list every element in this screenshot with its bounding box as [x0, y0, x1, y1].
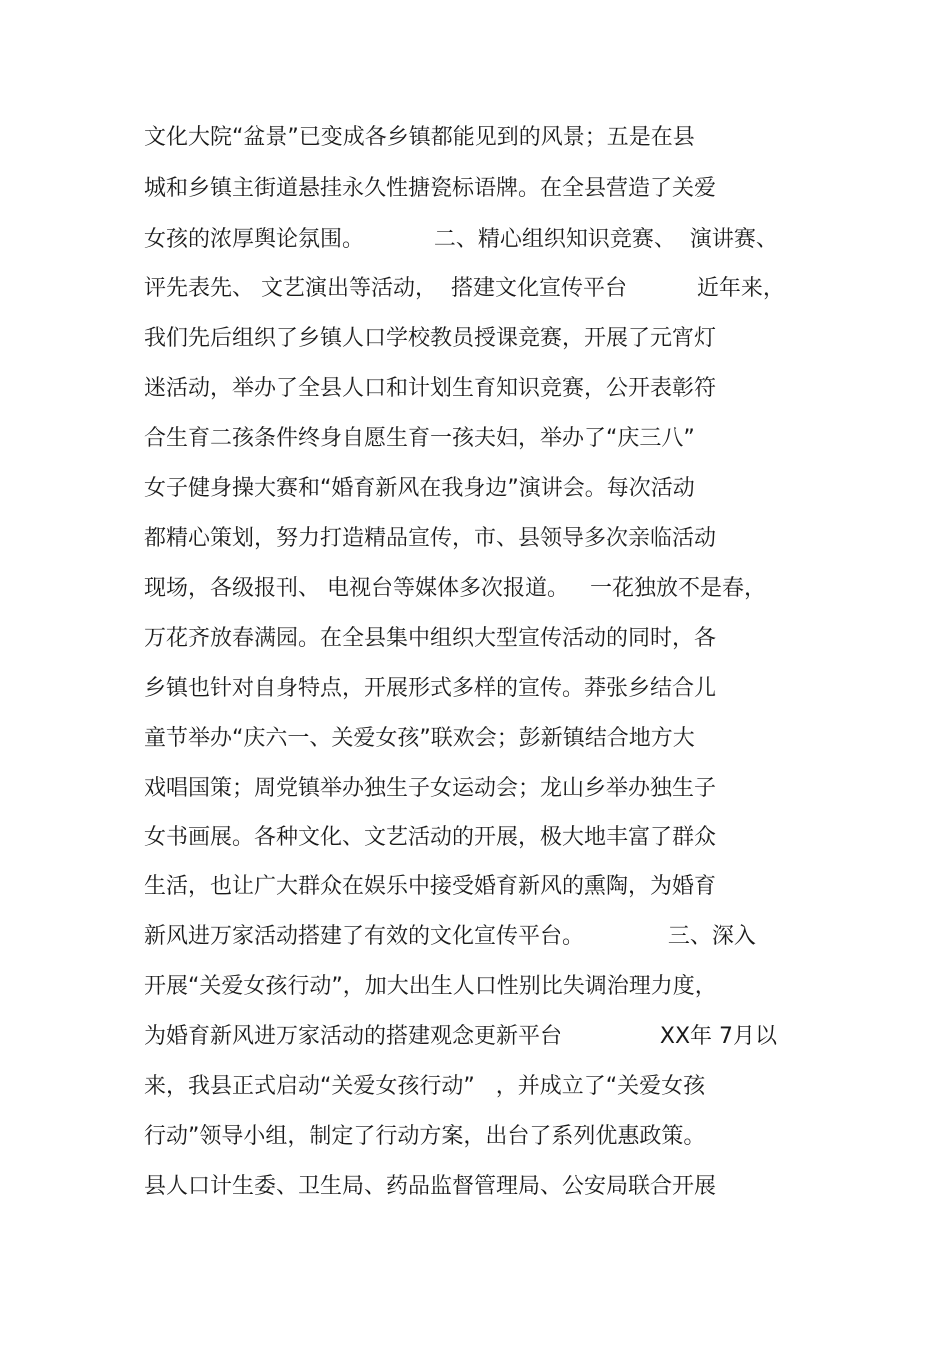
text-line: 乡镇也针对自身特点，开展形式多样的宣传。莽张乡结合儿	[144, 676, 717, 701]
text-line: 新风进万家活动搭建了有效的文化宣传平台。 三、深入	[144, 924, 756, 949]
text-line: 现场，各级报刊、 电视台等媒体多次报道。 一花独放不是春，	[144, 576, 766, 601]
text-line: 戏唱国策；周党镇举办独生子女运动会；龙山乡举办独生子	[144, 776, 717, 801]
text-line: 女书画展。各种文化、文艺活动的开展，极大地丰富了群众	[144, 825, 717, 850]
text-line: 来，我县正式启动“关爱女孩行动” ，并成立了“关爱女孩	[144, 1074, 706, 1099]
text-line: 童节举办“庆六一、关爱女孩”联欢会；彭新镇结合地方大	[144, 726, 695, 751]
text-line: 开展“关爱女孩行动”，加大出生人口性别比失调治理力度，	[144, 974, 717, 999]
text-line: 万花齐放春满园。在全县集中组织大型宣传活动的同时，各	[144, 626, 717, 651]
text-line: 县人口计生委、卫生局、药品监督管理局、公安局联合开展	[144, 1174, 717, 1199]
text-line: 为婚育新风进万家活动的搭建观念更新平台 XX年 7月以	[144, 1024, 778, 1049]
text-line: 城和乡镇主街道悬挂永久性搪瓷标语牌。在全县营造了关爱	[144, 176, 717, 201]
text-line: 文化大院“盆景”已变成各乡镇都能见到的风景；五是在县	[144, 125, 695, 150]
text-line: 行动”领导小组，制定了行动方案，出台了系列优惠政策。	[144, 1124, 706, 1149]
text-line: 女孩的浓厚舆论氛围。 二、精心组织知识竞赛、 演讲赛、	[144, 227, 778, 252]
text-line: 评先表先、 文艺演出等活动， 搭建文化宣传平台 近年来，	[144, 276, 785, 301]
text-line: 都精心策划，努力打造精品宣传，市、县领导多次亲临活动	[144, 526, 717, 551]
text-line: 女子健身操大赛和“婚育新风在我身边”演讲会。每次活动	[144, 476, 695, 501]
text-line: 我们先后组织了乡镇人口学校教员授课竞赛，开展了元宵灯	[144, 326, 717, 351]
text-line: 合生育二孩条件终身自愿生育一孩夫妇，举办了“庆三八”	[144, 426, 695, 451]
text-line: 迷活动，举办了全县人口和计划生育知识竞赛，公开表彰符	[144, 376, 717, 401]
text-line: 生活，也让广大群众在娱乐中接受婚育新风的熏陶，为婚育	[144, 874, 717, 899]
